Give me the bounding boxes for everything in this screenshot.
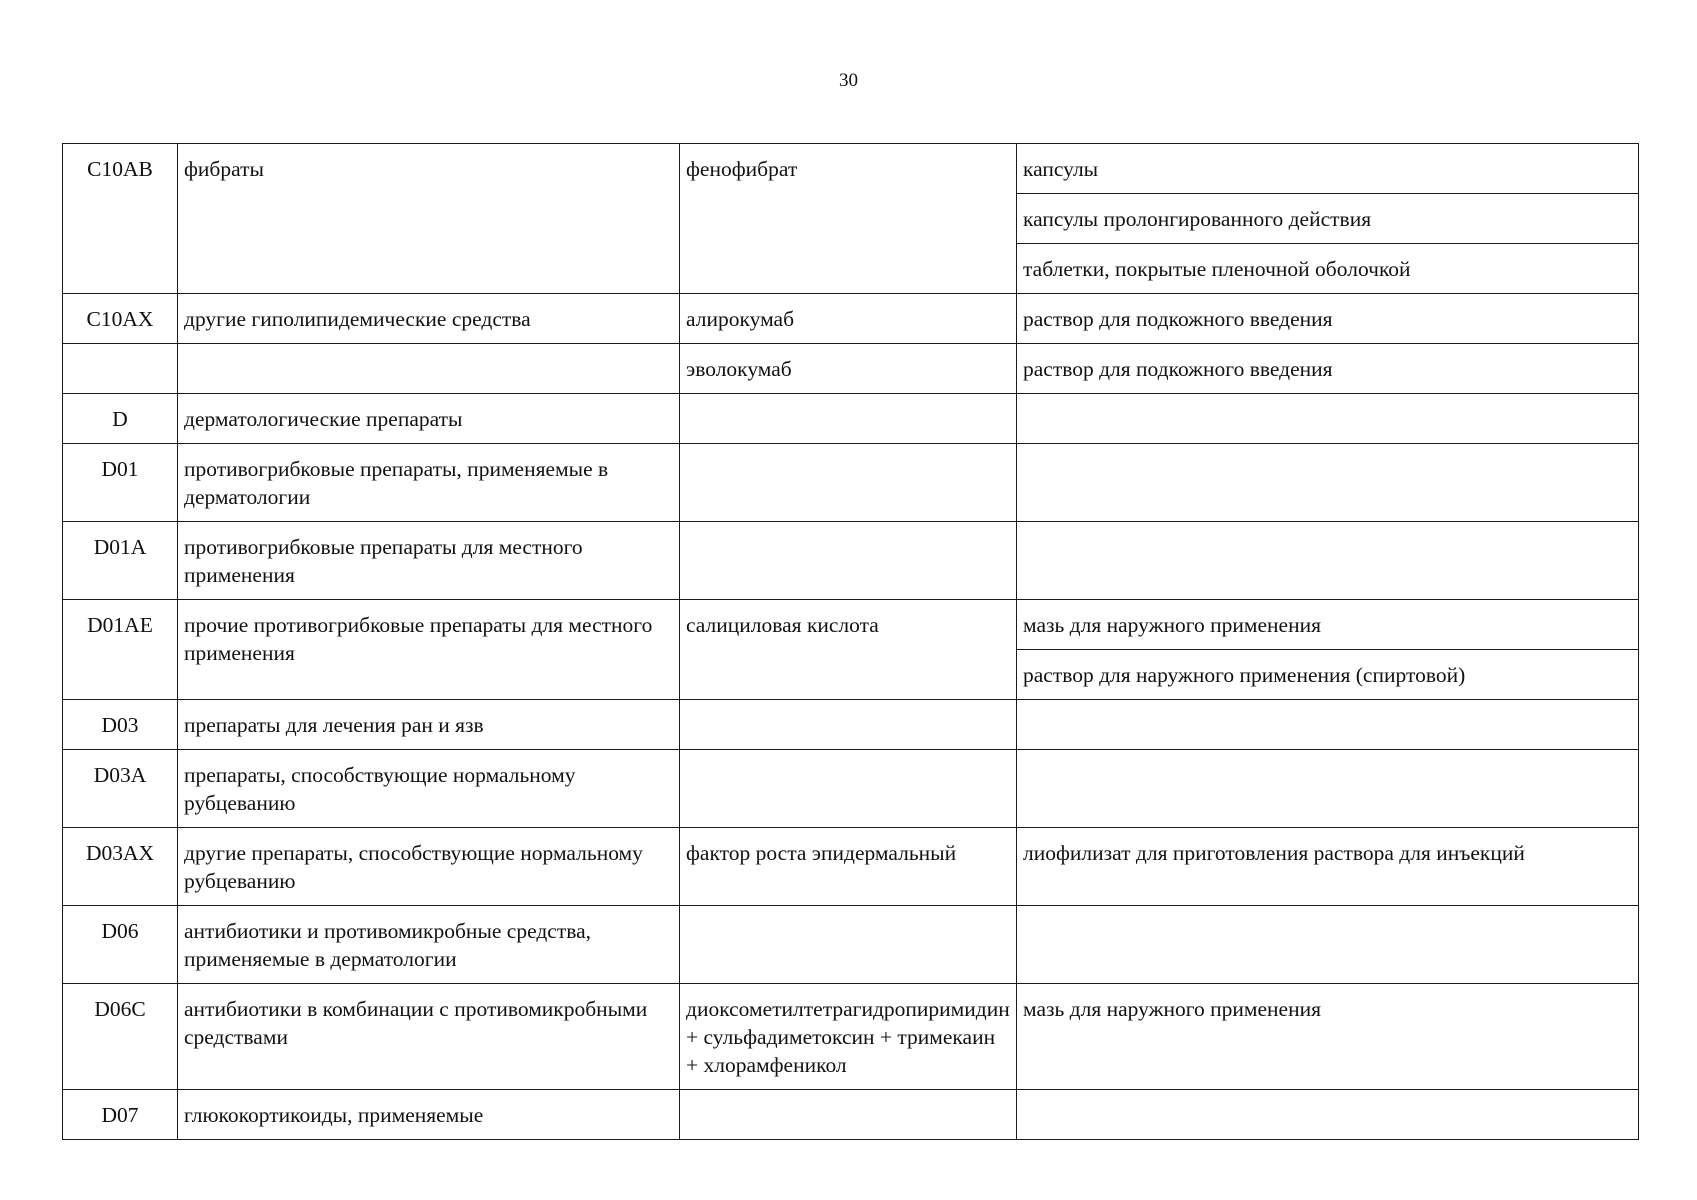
drug-cell: диоксометилтетрагидропиримидин + сульфадиметоксин + тримекаин + хлорамфеникол — [680, 984, 1017, 1090]
group-cell: фибраты — [178, 144, 680, 294]
group-cell: глюкокортикоиды, применяемые — [178, 1090, 680, 1140]
table-row — [63, 600, 1639, 650]
form-cell — [1017, 906, 1639, 984]
form-cell: лиофилизат для приготовления раствора для инъекций — [1017, 828, 1639, 906]
group-cell: другие препараты, способствующие нормальному рубцеванию — [178, 828, 680, 906]
group-cell — [178, 344, 680, 394]
table-row — [63, 828, 1639, 906]
group-cell: препараты, способствующие нормальному рубцеванию — [178, 750, 680, 828]
drug-cell — [680, 1090, 1017, 1140]
form-cell: капсулы пролонгированного действия — [1017, 194, 1639, 244]
group-cell: прочие противогрибковые препараты для местного применения — [178, 600, 680, 700]
form-cell: мазь для наружного применения — [1017, 600, 1639, 650]
page-number: 30 — [839, 70, 858, 91]
table-row — [63, 294, 1639, 344]
table-row — [63, 700, 1639, 750]
form-cell — [1017, 750, 1639, 828]
table-row — [63, 984, 1639, 1090]
drug-cell — [680, 700, 1017, 750]
table-row — [63, 906, 1639, 984]
group-cell: противогрибковые препараты, применяемые в дерматологии — [178, 444, 680, 522]
atc-code-cell: C10AX — [63, 294, 178, 344]
atc-code-cell: D03 — [63, 700, 178, 750]
group-cell: антибиотики в комбинации с противомикробными средствами — [178, 984, 680, 1090]
table-row — [63, 394, 1639, 444]
drug-table — [62, 143, 1639, 1140]
group-cell: противогрибковые препараты для местного применения — [178, 522, 680, 600]
drug-cell — [680, 394, 1017, 444]
form-cell: раствор для подкожного введения — [1017, 294, 1639, 344]
drug-cell: алирокумаб — [680, 294, 1017, 344]
table-row — [63, 344, 1639, 394]
atc-code-cell: D06C — [63, 984, 178, 1090]
form-cell: раствор для наружного применения (спиртовой) — [1017, 650, 1639, 700]
group-cell: антибиотики и противомикробные средства, применяемые в дерматологии — [178, 906, 680, 984]
atc-code-cell: C10AB — [63, 144, 178, 294]
form-cell: раствор для подкожного введения — [1017, 344, 1639, 394]
form-cell — [1017, 1090, 1639, 1140]
drug-cell: эволокумаб — [680, 344, 1017, 394]
atc-code-cell: D03A — [63, 750, 178, 828]
table-row — [63, 1090, 1639, 1140]
table-row — [63, 444, 1639, 522]
form-cell — [1017, 394, 1639, 444]
drug-cell: салициловая кислота — [680, 600, 1017, 700]
form-cell — [1017, 444, 1639, 522]
form-cell: таблетки, покрытые пленочной оболочкой — [1017, 244, 1639, 294]
drug-cell: фактор роста эпидермальный — [680, 828, 1017, 906]
group-cell: препараты для лечения ран и язв — [178, 700, 680, 750]
table-row — [63, 750, 1639, 828]
atc-code-cell: D06 — [63, 906, 178, 984]
atc-code-cell: D01A — [63, 522, 178, 600]
drug-cell — [680, 444, 1017, 522]
drug-cell: фенофибрат — [680, 144, 1017, 294]
atc-code-cell: D01 — [63, 444, 178, 522]
table-row — [63, 144, 1639, 194]
atc-code-cell — [63, 344, 178, 394]
drug-cell — [680, 906, 1017, 984]
drug-cell — [680, 522, 1017, 600]
atc-code-cell: D07 — [63, 1090, 178, 1140]
form-cell: мазь для наружного применения — [1017, 984, 1639, 1090]
form-cell — [1017, 700, 1639, 750]
atc-code-cell: D03AX — [63, 828, 178, 906]
atc-code-cell: D — [63, 394, 178, 444]
drug-cell — [680, 750, 1017, 828]
group-cell: дерматологические препараты — [178, 394, 680, 444]
group-cell: другие гиполипидемические средства — [178, 294, 680, 344]
table-row — [63, 522, 1639, 600]
atc-code-cell: D01AE — [63, 600, 178, 700]
form-cell: капсулы — [1017, 144, 1639, 194]
form-cell — [1017, 522, 1639, 600]
